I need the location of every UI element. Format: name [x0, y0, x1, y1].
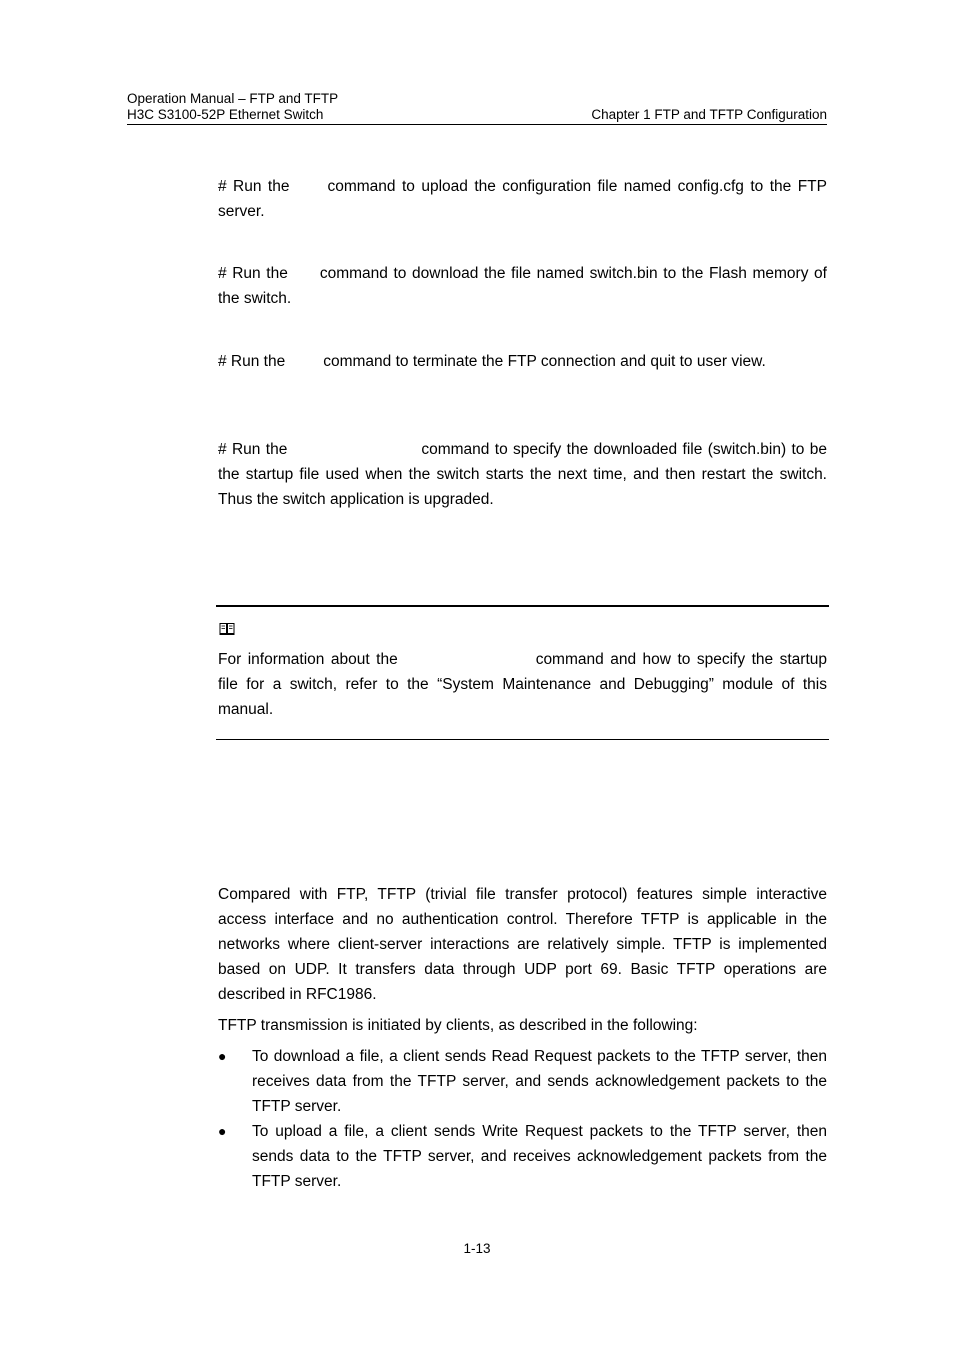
tftp-intro-paragraph: Compared with FTP, TFTP (trivial file transfer protocol) features simple interactive access interface and no authentication control. Therefore TFTP is applicable in the networks where client-server interactions are relatively simple. TFTP is implemented based on UDP. It transfers data through UDP port 69. Basic TFTP operations are described in RFC1986.: [218, 886, 827, 1003]
header-divider: [127, 124, 827, 125]
note-body: command and how to specify the startup file for a switch, refer to the “System Maintenance and Debugging” module of this manual.: [218, 651, 827, 718]
step-lead: # Run the: [218, 441, 288, 458]
note-lead: For information about the: [218, 651, 398, 668]
bullet-download: To download a file, a client sends Read Request packets to the TFTP server, then receives data from the TFTP server, and sends acknowledgement packets to the TFTP server.: [252, 1048, 827, 1115]
step-lead: # Run the: [218, 353, 286, 370]
tftp-initiation-paragraph: TFTP transmission is initiated by clients, as described in the following:: [218, 1017, 698, 1034]
bullet-marker: ●: [218, 1048, 227, 1064]
bullet-marker: ●: [218, 1123, 227, 1139]
step-lead: # Run the: [218, 265, 288, 282]
step-text: command to specify the downloaded file (switch.bin) to be the startup file used when the switch starts the next time, and then restart the switch. Thus the switch application is upgraded.: [218, 441, 827, 508]
product-name: H3C S3100-52P Ethernet Switch: [127, 107, 324, 122]
step-paragraph-boot-loader: [218, 437, 827, 512]
note-top-rule: [216, 605, 829, 607]
note-text: [218, 647, 827, 722]
step-text: command to download the file named switch.bin to the Flash memory of the switch.: [218, 265, 827, 307]
bullet-upload: To upload a file, a client sends Write Request packets to the TFTP server, then sends data to the TFTP server, and receives acknowledgement packets from the TFTP server.: [252, 1123, 827, 1190]
header-left: [127, 91, 338, 123]
page-number: 1-13: [463, 1241, 491, 1256]
manual-title: Operation Manual – FTP and TFTP: [127, 91, 339, 106]
step-lead: # Run the: [218, 178, 290, 195]
chapter-title: Chapter 1 FTP and TFTP Configuration: [591, 107, 827, 122]
step-paragraph-put: [218, 174, 827, 224]
book-icon: [219, 622, 235, 636]
note-bottom-rule: [216, 739, 829, 740]
step-paragraph-quit: [218, 349, 827, 374]
step-paragraph-get: [218, 261, 827, 311]
step-text: command to terminate the FTP connection and quit to user view.: [323, 353, 766, 370]
step-text: command to upload the configuration file named config.cfg to the FTP server.: [218, 178, 827, 220]
